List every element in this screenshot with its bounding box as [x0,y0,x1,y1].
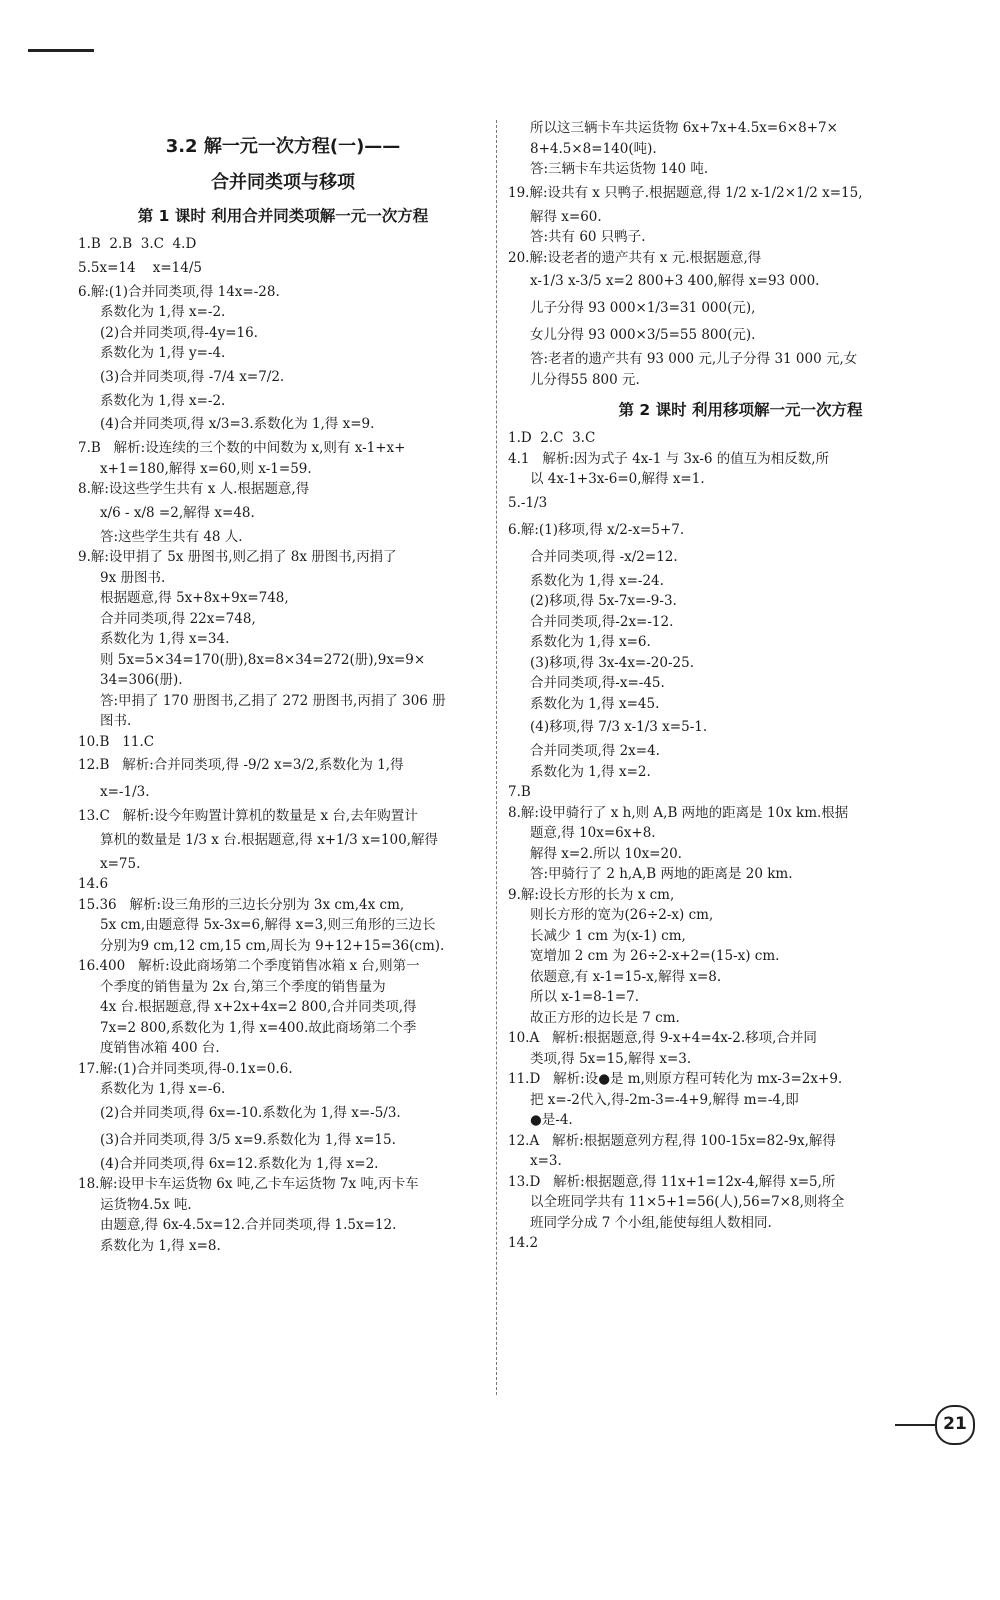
answer-line: 则长方形的宽为(26÷2-x) cm, [530,907,714,923]
lesson1-title: 第 1 课时 利用合并同类项解一元一次方程 [137,207,429,225]
answer-line: 以全班同学共有 11×5+1=56(人),56=7×8,则将全 [530,1194,845,1210]
answer-line: x-1/3 x-3/5 x=2 800+3 400,解得 x=93 000. [530,273,820,289]
answer-line: 宽增加 2 cm 为 26÷2-x+2=(15-x) cm. [530,948,780,964]
answer-line: 6.解:(1)合并同类项,得 14x=-28. [78,283,280,300]
answer-line: 5.5x=14 x=14/5 [78,259,202,276]
answer-line: 16.400 解析:设此商场第二个季度销售冰箱 x 台,则第一 [78,958,420,974]
answer-line: 系数化为 1,得 x=-2. [100,304,226,320]
answer-line: x/6 - x/8 =2,解得 x=48. [100,504,255,521]
answer-line: 答:这些学生共有 48 人. [100,528,243,545]
answer-line: ●是-4. [530,1112,573,1128]
header-rule [28,49,94,52]
answer-line: 14.6 [78,876,109,892]
answer-line: 运货物4.5x 吨. [100,1196,192,1213]
section-subtitle: 合并同类项与移项 [211,172,355,193]
answer-line: 4.1 解析:因为式子 4x-1 与 3x-6 的值互为相反数,所 [508,450,830,467]
answer-line: 系数化为 1,得 x=-6. [100,1081,226,1097]
answer-line: 5x cm,由题意得 5x-3x=6,解得 x=3,则三角形的三边长 [100,917,436,933]
answer-line: (3)合并同类项,得 3/5 x=9.系数化为 1,得 x=15. [100,1131,396,1148]
right-answers-top [508,118,973,390]
answer-line: 系数化为 1,得 x=45. [530,695,660,712]
answer-line: 34=306(册). [100,672,183,688]
answer-line: 女儿分得 93 000×3/5=55 800(元). [530,327,756,343]
answer-line: 7.B 解析:设连续的三个数的中间数为 x,则有 x-1+x+ [78,440,406,456]
answer-line: (4)合并同类项,得 6x=12.系数化为 1,得 x=2. [100,1155,379,1172]
answer-line: (2)合并同类项,得 6x=-10.系数化为 1,得 x=-5/3. [100,1104,401,1121]
answer-line: (3)合并同类项,得 -7/4 x=7/2. [100,368,285,385]
answer-line: 依题意,有 x-1=15-x,解得 x=8. [530,968,722,985]
answer-line: 解得 x=2.所以 10x=20. [530,845,682,862]
column-divider [496,120,497,1395]
answer-line: 答:甲捐了 170 册图书,乙捐了 272 册图书,丙捐了 306 册 [100,692,446,709]
answer-line: x=75. [100,855,141,872]
answer-line: 个季度的销售量为 2x 台,第三个季度的销售量为 [100,978,386,995]
answer-line: 8.解:设这些学生共有 x 人.根据题意,得 [78,481,310,497]
answer-line: 所以 x-1=8-1=7. [530,989,640,1005]
answer-line: (3)移项,得 3x-4x=-20-25. [530,654,695,671]
answer-line: 系数化为 1,得 x=34. [100,631,230,647]
right-column [508,118,973,1254]
answer-line: 12.A 解析:根据题意列方程,得 100-15x=82-9x,解得 [508,1132,836,1149]
answer-line: 10.B 11.C [78,733,155,750]
answer-line: 15.36 解析:设三角形的三边长分别为 3x cm,4x cm, [78,896,405,913]
answer-line: 系数化为 1,得 x=2. [530,763,651,780]
answer-line: 由题意,得 6x-4.5x=12.合并同类项,得 1.5x=12. [100,1217,397,1233]
answer-line: 系数化为 1,得 y=-4. [100,345,226,361]
answer-line: 19.解:设共有 x 只鸭子.根据题意,得 1/2 x-1/2×1/2 x=15, [508,184,863,201]
answer-line: 以 4x-1+3x-6=0,解得 x=1. [530,471,705,487]
answer-line: 度销售冰箱 400 台. [100,1040,220,1056]
answer-line: x=-1/3. [100,784,150,800]
answer-line: (2)合并同类项,得-4y=16. [100,324,258,341]
answer-line: 分别为9 cm,12 cm,15 cm,周长为 9+12+15=36(cm). [100,937,445,954]
answer-line: 5.-1/3 [508,494,548,511]
answer-line: 系数化为 1,得 x=8. [100,1237,221,1254]
answer-line: 9.解:设长方形的长为 x cm, [508,886,675,903]
answer-line: 儿子分得 93 000×1/3=31 000(元), [530,300,756,316]
answer-line: x+1=180,解得 x=60,则 x-1=59. [100,460,312,477]
answer-line: 算机的数量是 1/3 x 台.根据题意,得 x+1/3 x=100,解得 [100,831,439,848]
answer-line: 17.解:(1)合并同类项,得-0.1x=0.6. [78,1060,293,1077]
answer-line: 4x 台.根据题意,得 x+2x+4x=2 800,合并同类项,得 [100,999,417,1015]
answer-line: 合并同类项,得 -x/2=12. [530,548,678,565]
answer-line: 20.解:设老者的遗产共有 x 元.根据题意,得 [508,249,762,266]
answer-line: 9x 册图书. [100,569,166,586]
answer-line: x=3. [530,1153,562,1169]
answer-line: 图书. [100,713,132,729]
answer-line: 14.2 [508,1235,539,1251]
answer-line: 解得 x=60. [530,208,602,225]
page-number: 21 [935,1405,975,1445]
answer-line: 班同学分成 7 个小组,能使每组人数相同. [530,1214,772,1231]
answer-line: 所以这三辆卡车共运货物 6x+7x+4.5x=6×8+7× [530,120,838,136]
section-title: 3.2 解一元一次方程(一)—— [165,136,401,157]
answer-line: (2)移项,得 5x-7x=-9-3. [530,593,677,609]
answer-line: 合并同类项,得-x=-45. [530,675,665,691]
answer-line: 则 5x=5×34=170(册),8x=8×34=272(册),9x=9× [100,651,426,668]
answer-line: 8+4.5×8=140(吨). [530,140,657,157]
answer-line: 11.D 解析:设●是 m,则原方程可转化为 mx-3=2x+9. [508,1071,843,1087]
answer-line: 系数化为 1,得 x=6. [530,634,651,650]
answer-line: 合并同类项,得-2x=-12. [530,613,674,630]
answer-line: 题意,得 10x=6x+8. [530,825,656,841]
answer-line: 7.B [508,784,531,800]
page-number-rule [895,1424,935,1426]
answer-line: 合并同类项,得 2x=4. [530,743,660,759]
answer-line: 系数化为 1,得 x=-24. [530,572,664,589]
answer-line: (4)移项,得 7/3 x-1/3 x=5-1. [530,719,708,735]
answer-line: 答:老者的遗产共有 93 000 元,儿子分得 31 000 元,女 [530,351,858,367]
answer-line: 1.D 2.C 3.C [508,430,596,446]
left-column [78,118,488,1256]
answer-line: 长减少 1 cm 为(x-1) cm, [530,927,686,944]
answer-line: 答:甲骑行了 2 h,A,B 两地的距离是 20 km. [530,866,793,882]
answer-line: 13.D 解析:根据题意,得 11x+1=12x-4,解得 x=5,所 [508,1173,836,1190]
answer-line: 合并同类项,得 22x=748, [100,610,256,627]
answer-line: 6.解:(1)移项,得 x/2-x=5+7. [508,521,685,538]
answer-line: 把 x=-2代入,得-2m-3=-4+9,解得 m=-4,即 [530,1091,799,1108]
answer-line: 答:三辆卡车共运货物 140 吨. [530,161,709,177]
answer-line: 10.A 解析:根据题意,得 9-x+4=4x-2.移项,合并同 [508,1030,817,1046]
answer-line: 7x=2 800,系数化为 1,得 x=400.故此商场第二个季 [100,1019,417,1036]
right-answers-bottom [508,428,973,1254]
answer-line: 9.解:设甲捐了 5x 册图书,则乙捐了 8x 册图书,丙捐了 [78,549,397,565]
answer-line: 类项,得 5x=15,解得 x=3. [530,1050,692,1067]
answer-line: 1.B 2.B 3.C 4.D [78,236,197,252]
answer-line: (4)合并同类项,得 x/3=3.系数化为 1,得 x=9. [100,416,375,432]
answer-line: 系数化为 1,得 x=-2. [100,392,226,409]
answer-line: 答:共有 60 只鸭子. [530,229,646,245]
answer-line: 根据题意,得 5x+8x+9x=748, [100,590,289,606]
answer-line: 13.C 解析:设今年购置计算机的数量是 x 台,去年购置计 [78,808,418,824]
lesson2-title: 第 2 课时 利用移项解一元一次方程 [618,401,863,419]
answer-line: 8.解:设甲骑行了 x h,则 A,B 两地的距离是 10x km.根据 [508,804,849,821]
answer-line: 12.B 解析:合并同类项,得 -9/2 x=3/2,系数化为 1,得 [78,757,404,773]
answer-line: 儿分得55 800 元. [530,371,640,388]
answer-line: 18.解:设甲卡车运货物 6x 吨,乙卡车运货物 7x 吨,丙卡车 [78,1176,419,1192]
left-answers [78,234,488,1256]
answer-line: 故正方形的边长是 7 cm. [530,1009,680,1026]
